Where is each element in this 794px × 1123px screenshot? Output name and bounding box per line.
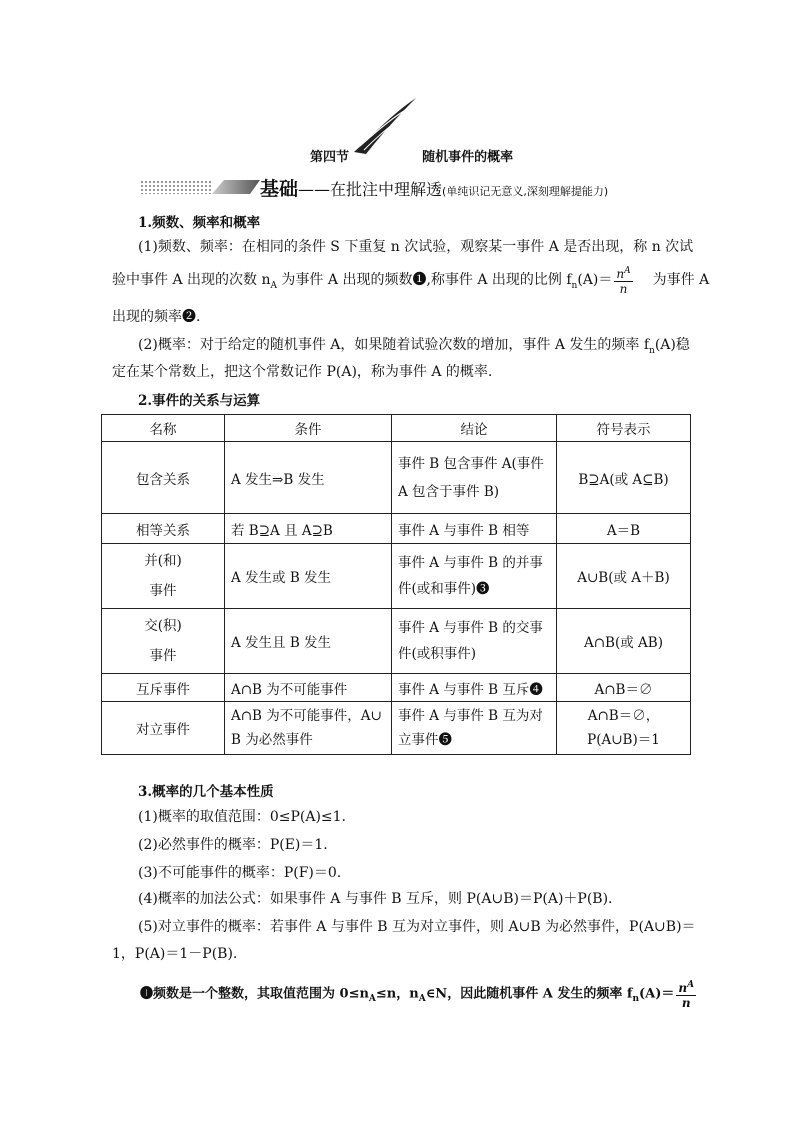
- cell-concl: 事件 A 与事件 B 的并事 件(或和事件)❸: [392, 544, 557, 609]
- banner-bar: [212, 180, 260, 194]
- section-name: 随机事件的概率: [422, 150, 514, 165]
- cell-cond: A∩B 为不可能事件: [225, 674, 392, 702]
- cell-sym: B⊇A(或 A⊆B): [557, 442, 691, 514]
- heading-3: 3.概率的几个基本性质: [138, 784, 274, 800]
- banner-text: [260, 174, 608, 201]
- s1-p2-line1: (2)概率：对于给定的随机事件 A，如果随着试验次数的增加，事件 A 发生的频率 $f_n(A)$稳: [138, 337, 690, 356]
- table-row: [102, 609, 691, 674]
- cell-concl: 事件 B 包含事件 A(事件 A 包含于事件 B): [392, 442, 557, 514]
- property-item: (4)概率的加法公式：如果事件 A 与事件 B 互斥，则 P(A∪B)＝P(A)＋P(B).: [138, 891, 613, 907]
- cell-name: 对立事件: [102, 702, 225, 755]
- cell-concl: 事件 A 与事件 B 互为对 立事件❺: [392, 702, 557, 755]
- cell-name: 交(积) 事件: [102, 609, 225, 674]
- banner: [140, 177, 700, 199]
- cell-sym: A∩B(或 AB): [557, 609, 691, 674]
- cell-cond: A∩B 为不可能事件，A∪ B 为必然事件: [225, 702, 392, 755]
- cell-sym: A∩B＝∅: [557, 674, 691, 702]
- banner-dots: [140, 180, 212, 194]
- heading-1: 1.频数、频率和概率: [138, 215, 261, 231]
- event-relations-table: [101, 414, 691, 755]
- s1-p2-line2: 定在某个常数上，把这个常数记作 P(A)，称为事件 A 的概率.: [112, 364, 493, 380]
- cell-cond: A 发生且 B 发生: [225, 609, 392, 674]
- property-item: (2)必然事件的概率：P(E)＝1.: [138, 837, 328, 853]
- table-header-row: [102, 415, 691, 442]
- table-row: [102, 674, 691, 702]
- property-item: (3)不可能事件的概率：P(F)＝0.: [138, 865, 342, 881]
- s1-p1-line2: 验中事件 A 出现的次数 $n_A$ 为事件 A 出现的频数❶,称事件 A 出现的比例 $f_n(A)=$ $\frac{n^A}{n}$ 为事件 A: [112, 266, 710, 296]
- cell-name: 并(和) 事件: [102, 544, 225, 609]
- cell-sym: A∩B＝∅， P(A∪B)＝1: [557, 702, 691, 755]
- table-row: [102, 442, 691, 514]
- fraction: $\frac{n^A}{n}$: [678, 980, 695, 1010]
- cell-cond: 若 B⊇A 且 A⊇B: [225, 514, 392, 544]
- table-row: [102, 544, 691, 609]
- section-title: [310, 146, 513, 165]
- cell-name: 互斥事件: [102, 674, 225, 702]
- col-header: 结论: [392, 415, 557, 442]
- cell-concl: 事件 A 与事件 B 互斥❹: [392, 674, 557, 702]
- cell-sym: A＝B: [557, 514, 691, 544]
- cell-cond: A 发生⇒B 发生: [225, 442, 392, 514]
- cell-name: 包含关系: [102, 442, 225, 514]
- s1-p1-line3: 出现的频率❷.: [112, 309, 201, 325]
- fraction: $\frac{n^A}{n}$: [616, 266, 631, 296]
- col-header: 条件: [225, 415, 392, 442]
- cell-name: 相等关系: [102, 514, 225, 544]
- s1-p1-line1: (1)频数、频率：在相同的条件 S 下重复 n 次试验，观察某一事件 A 是否出现，称 n 次试: [138, 239, 694, 255]
- property-item: (1)概率的取值范围：0≤P(A)≤1.: [138, 809, 347, 825]
- footnote-1: ❶频数是一个整数，其取值范围为 $0\le n_A\le n$，$n_A\in N$，因此随机事件 A 发生的频率 $f_n(A)=$ $\frac{n^A}{n}$: [140, 980, 695, 1010]
- col-header: 符号表示: [557, 415, 691, 442]
- property-item: (5)对立事件的概率：若事件 A 与事件 B 互为对立事件，则 A∪B 为必然事件，P(A∪B)＝: [138, 919, 696, 935]
- heading-2: 2.事件的关系与运算: [138, 393, 261, 409]
- cell-concl: 事件 A 与事件 B 相等: [392, 514, 557, 544]
- table-row: [102, 514, 691, 544]
- cell-cond: A 发生或 B 发生: [225, 544, 392, 609]
- cell-sym: A∪B(或 A＋B): [557, 544, 691, 609]
- section-number: 第四节: [310, 150, 350, 165]
- col-header: 名称: [102, 415, 225, 442]
- banner-sub: 在批注中理解透: [330, 180, 443, 199]
- banner-dash: ——: [298, 180, 331, 199]
- banner-note: (单纯识记无意义,深刻理解提能力): [442, 185, 609, 198]
- property-item: 1，P(A)＝1－P(B).: [112, 946, 238, 962]
- table-row: [102, 702, 691, 755]
- cell-concl: 事件 A 与事件 B 的交事 件(或积事件): [392, 609, 557, 674]
- banner-main: 基础: [260, 178, 299, 200]
